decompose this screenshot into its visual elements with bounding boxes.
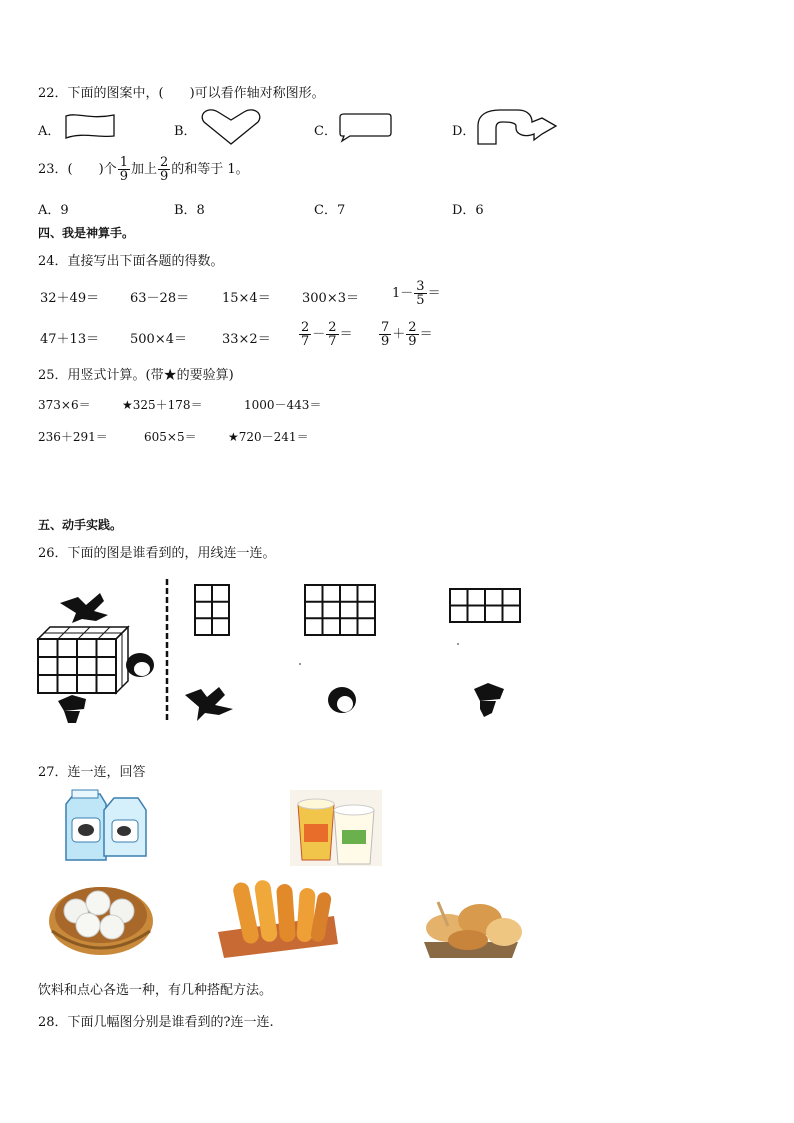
numerator: 2 (408, 320, 417, 335)
q22-stem: 22．下面的图案中，( )可以看作轴对称图形。 (38, 86, 325, 101)
top-view-grid (305, 585, 375, 635)
cube-block-icon (38, 627, 128, 693)
q23-suffix: 的和等于 1。 (171, 162, 249, 177)
fraction (379, 321, 391, 348)
q25-item: 373×6＝ (38, 398, 91, 412)
q28-stem: 28．下面几幅图分别是谁看到的?连一连. (38, 1015, 274, 1030)
q23-frac2-numerator: 2 (159, 155, 169, 170)
q25-item: 236＋291＝ (38, 430, 108, 444)
q23-stem (38, 155, 249, 185)
q25-item: ★720－241＝ (228, 430, 309, 444)
fried-dough-sticks-icon (214, 872, 342, 960)
equals: ＝ (339, 327, 353, 342)
q27-question: 饮料和点心各选一种，有几种搭配方法。 (38, 983, 273, 998)
q24-prefix: 1－ (392, 286, 414, 301)
numerator: 2 (301, 320, 310, 335)
equals: ＝ (427, 286, 441, 301)
numerator: 7 (381, 320, 390, 335)
q24-item: 63－28＝ (130, 291, 190, 306)
q24-item-fraction (378, 315, 433, 355)
operator: ＋ (392, 327, 406, 342)
q22-option-b[interactable]: B． (174, 124, 197, 139)
q24-stem: 24．直接写出下面各题的得数。 (38, 254, 224, 269)
q24-item: 300×3＝ (302, 291, 359, 306)
bread-basket-icon (418, 882, 524, 958)
section-4-title: 四、我是神算手。 (38, 226, 135, 240)
heart-icon (200, 108, 262, 146)
front-view-grid (195, 585, 229, 635)
q25-stem: 25．用竖式计算。(带★的要验算) (38, 368, 234, 383)
girl-icon (126, 653, 154, 677)
q23-option-d[interactable]: D．6 (452, 203, 484, 218)
q23-middle: 加上 (130, 162, 157, 177)
fraction (326, 321, 338, 348)
denominator: 5 (416, 293, 425, 308)
curved-arrow-icon (476, 108, 558, 146)
q24-item: 15×4＝ (222, 291, 271, 306)
denominator: 9 (408, 334, 417, 349)
boy-icon (58, 695, 86, 723)
q27-stem: 27．连一连，回答 (38, 765, 146, 780)
fraction (414, 280, 426, 307)
fraction (299, 321, 311, 348)
numerator: 2 (328, 320, 337, 335)
q22-option-c[interactable]: C． (314, 124, 337, 139)
denominator: 7 (301, 334, 310, 349)
soy-milk-cups-icon (290, 790, 382, 866)
bird-icon (60, 593, 108, 623)
speech-bubble-icon (338, 112, 394, 142)
boy-icon (474, 683, 504, 717)
q25-item: 1000－443＝ (244, 398, 322, 412)
q23-option-c[interactable]: C．7 (314, 203, 346, 218)
steamed-buns-icon (48, 875, 154, 957)
flag-icon (64, 112, 116, 140)
q23-frac1-denominator: 9 (119, 169, 128, 184)
q23-fraction-1 (118, 156, 130, 183)
denominator: 9 (381, 334, 390, 349)
milk-cartons-icon (60, 790, 150, 862)
denominator: 7 (328, 334, 337, 349)
operator: － (312, 327, 326, 342)
q24-item: 47＋13＝ (40, 332, 100, 347)
girl-icon (328, 687, 356, 713)
q26-stem: 26．下面的图是谁看到的，用线连一连。 (38, 546, 276, 561)
q25-item: ★325＋178＝ (122, 398, 203, 412)
bird-icon (185, 687, 233, 721)
q22-option-d[interactable]: D． (452, 124, 476, 139)
q23-fraction-2 (158, 156, 170, 183)
numerator: 3 (416, 279, 425, 294)
q23-frac2-denominator: 9 (159, 169, 169, 184)
fraction (406, 321, 418, 348)
q26-figure (30, 575, 530, 725)
q24-item-fraction (298, 315, 353, 355)
q22-option-a[interactable]: A． (38, 124, 61, 139)
q23-option-b[interactable]: B．8 (174, 203, 205, 218)
section-5-title: 五、动手实践。 (38, 518, 123, 532)
q23-frac1-numerator: 1 (119, 155, 128, 170)
q23-prefix: 23．( )个 (38, 162, 117, 177)
q23-option-a[interactable]: A．9 (38, 203, 69, 218)
q24-item: 500×4＝ (130, 332, 187, 347)
q24-item-fraction (392, 274, 441, 314)
q24-item: 33×2＝ (222, 332, 271, 347)
equals: ＝ (419, 327, 433, 342)
side-view-grid (450, 589, 520, 622)
q24-item: 32＋49＝ (40, 291, 100, 306)
q25-item: 605×5＝ (144, 430, 197, 444)
